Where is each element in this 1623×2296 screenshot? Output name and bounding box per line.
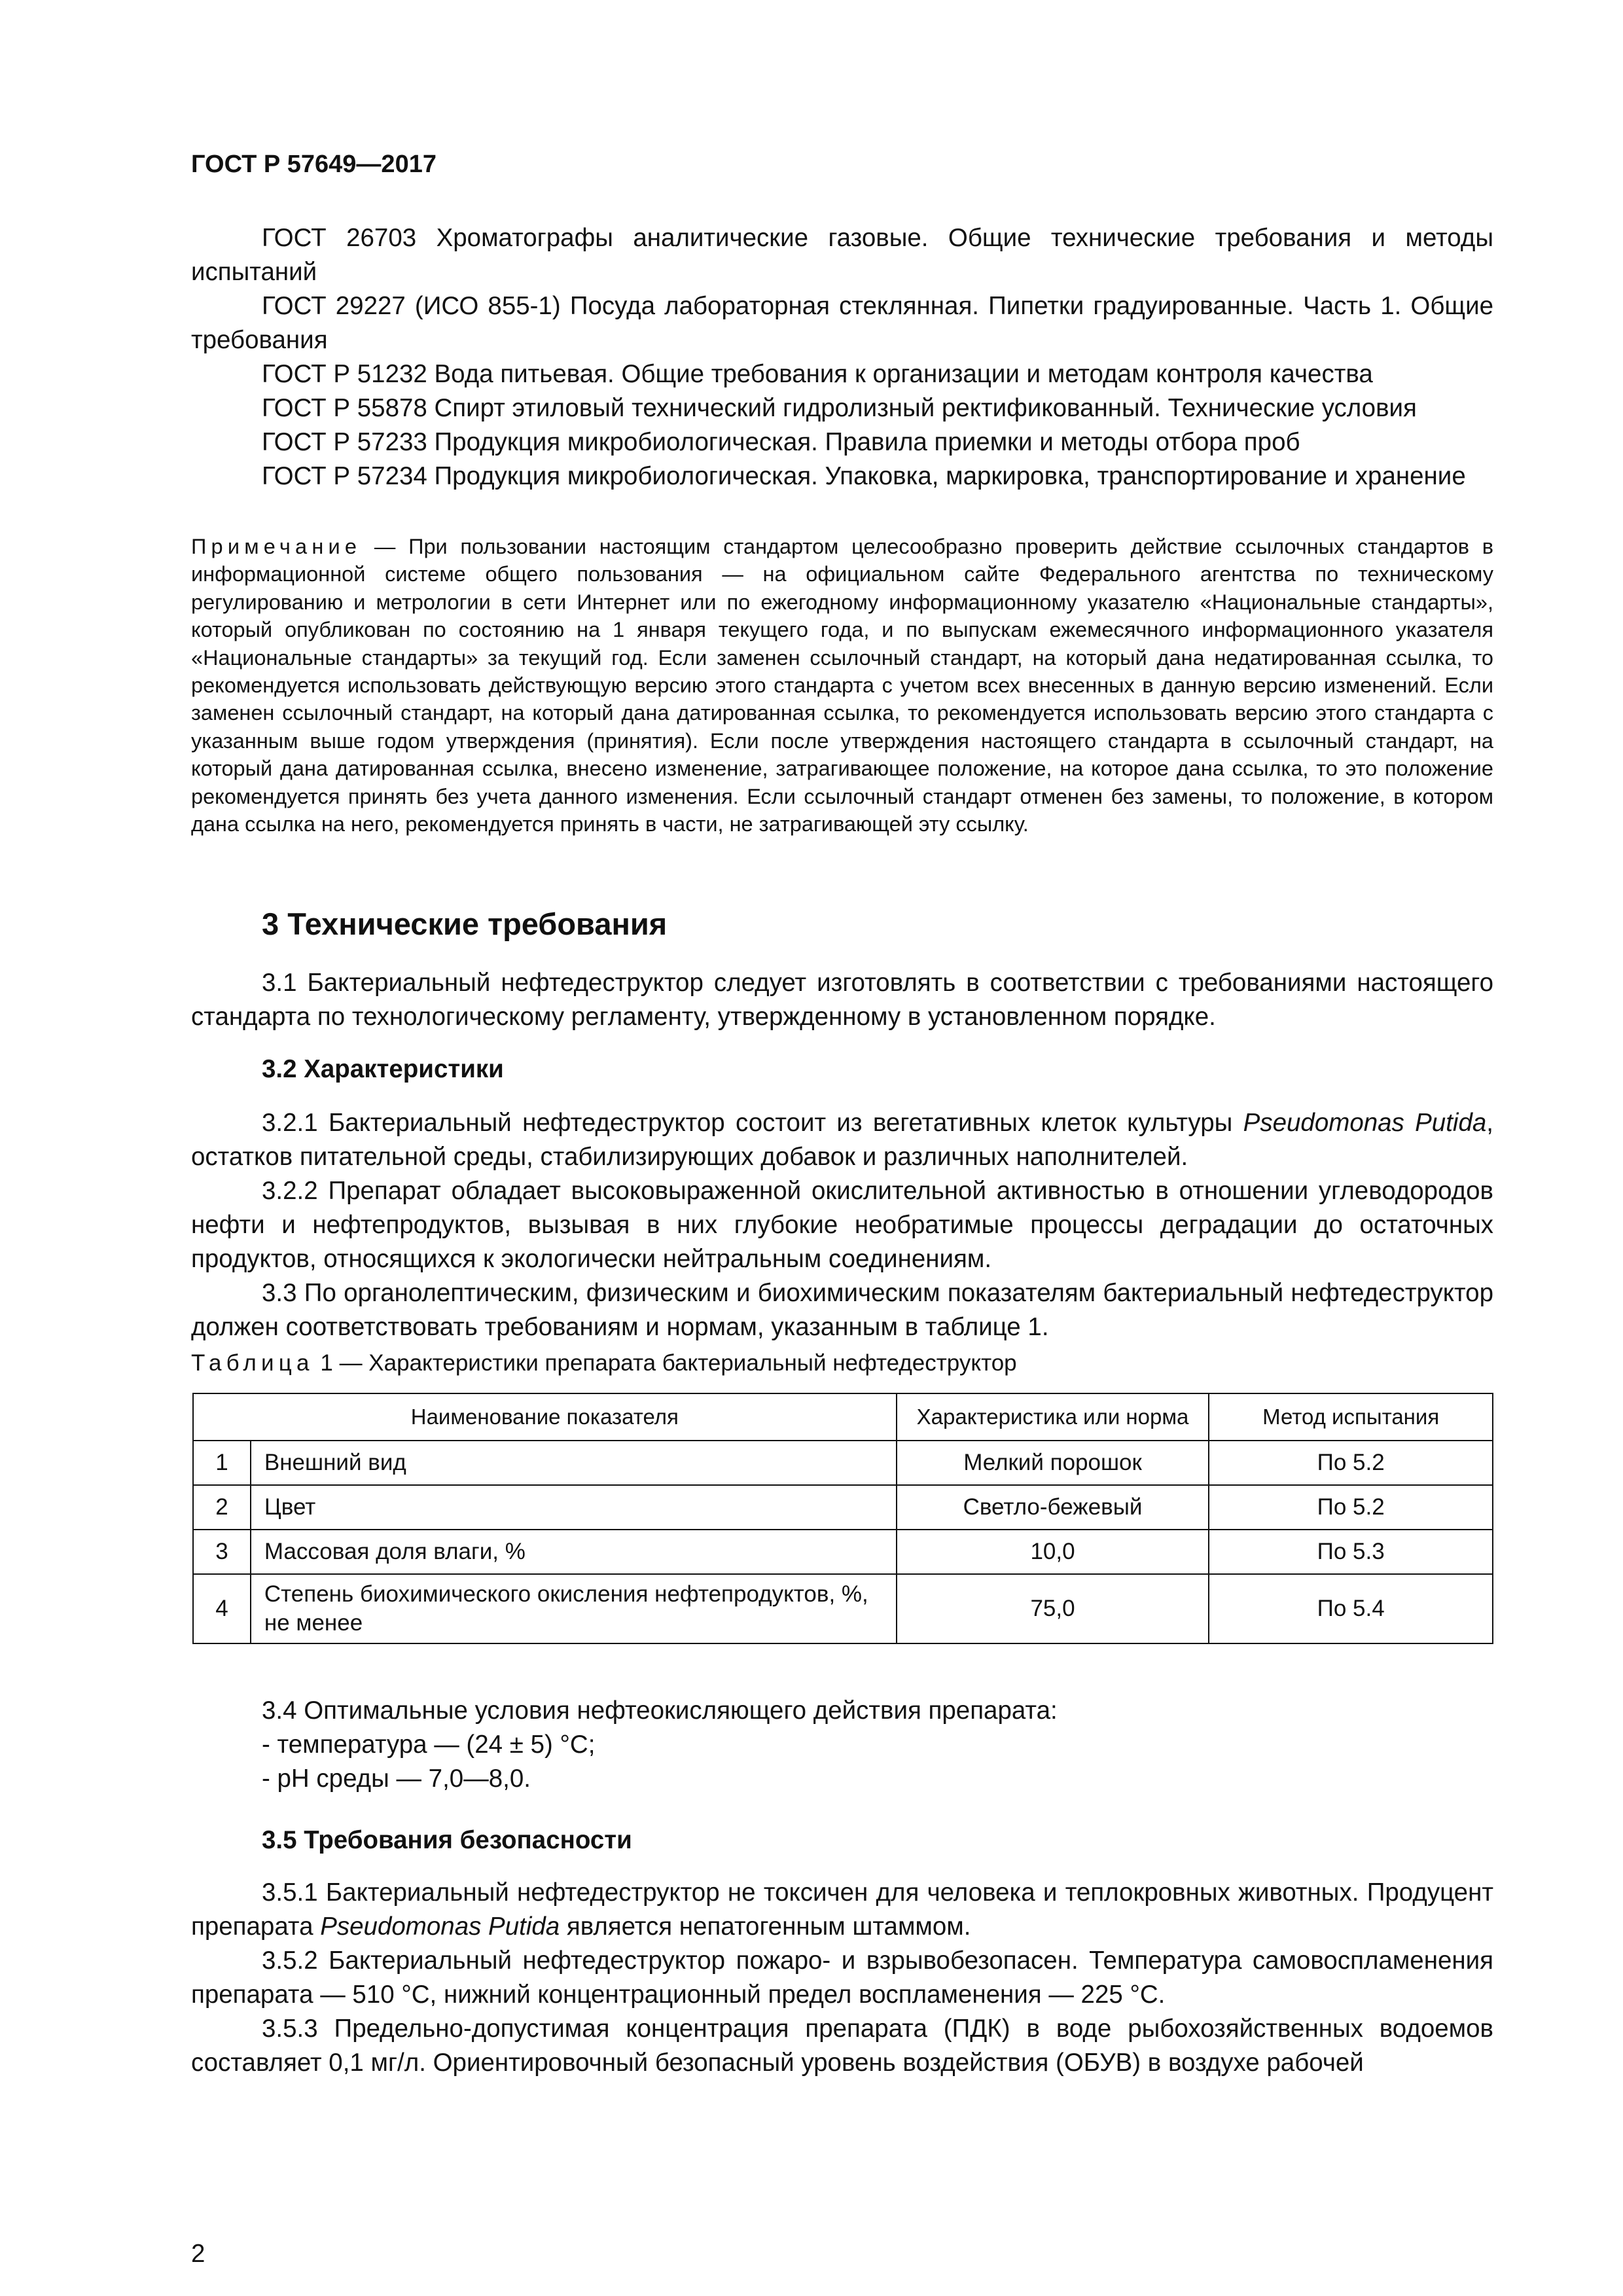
row-norm: 10,0 <box>897 1530 1209 1574</box>
row-norm: 75,0 <box>897 1574 1209 1643</box>
organism-name: Pseudomonas Putida <box>1243 1109 1487 1137</box>
table-row <box>193 1441 1493 1485</box>
row-number: 1 <box>193 1441 251 1485</box>
header-norm: Характеристика или норма <box>897 1393 1209 1441</box>
table-header-row <box>193 1393 1493 1441</box>
row-indicator: Массовая доля влаги, % <box>251 1530 897 1574</box>
row-norm: Мелкий порошок <box>897 1441 1209 1485</box>
section-title: 3 Технические требования <box>262 906 668 941</box>
list-item-ph: - рН среды — 7,0—8,0. <box>262 1765 531 1793</box>
paragraph-3-4: 3.4 Оптимальные условия нефтеокисляющего действия препарата: <box>262 1696 1058 1725</box>
row-method: По 5.2 <box>1209 1441 1493 1485</box>
table-caption-label: Таблица <box>191 1350 314 1376</box>
table-row <box>193 1485 1493 1530</box>
row-method: По 5.3 <box>1209 1530 1493 1574</box>
page-number: 2 <box>191 2240 205 2268</box>
row-number: 3 <box>193 1530 251 1574</box>
row-method: По 5.4 <box>1209 1574 1493 1643</box>
text-part: является непатогенным штаммом. <box>560 1912 971 1941</box>
header-method: Метод испытания <box>1209 1393 1493 1441</box>
reference-item: ГОСТ Р 55878 Спирт этиловый технический гидролизный ректификованный. Технические условия <box>262 394 1417 422</box>
row-norm: Светло-бежевый <box>897 1485 1209 1530</box>
table-row <box>193 1574 1493 1643</box>
row-indicator: Степень биохимического окисления нефтепродуктов, %, не менее <box>251 1574 897 1643</box>
characteristics-table <box>192 1393 1493 1644</box>
table-caption <box>191 1348 1017 1378</box>
list-item-temperature: - температура — (24 ± 5) °С; <box>262 1731 596 1759</box>
paragraph-3-2-1 <box>191 1106 1493 1174</box>
row-method: По 5.2 <box>1209 1485 1493 1530</box>
reference-item: ГОСТ Р 57234 Продукция микробиологическая. Упаковка, маркировка, транспортирование и хранение <box>262 462 1466 490</box>
note-text: — При пользовании настоящим стандартом целесообразно проверить действие ссылочных стандартов в информационной системе общего пользования — на официальном сайте Федерального агентства по техническому регулированию и метрологии в сети Интернет или по ежегодному информационному указателю «Национальные стандарты», который опубликован по состоянию на 1 января текущего года, и по выпускам ежемесячного информационного указателя «Национальные стандарты» за текущий год. Если заменен ссылочный стандарт, на который дана недатированная ссылка, то рекомендуется использовать действующую версию этого стандарта с учетом всех внесенных в данную версию изменений. Если заменен ссылочный стандарт, на который дана датированная ссылка, то рекомендуется использовать версию этого стандарта с указанным выше годом утверждения (принятия). Если после утверждения настоящего стандарта в ссылочный стандарт, на который дана датированная ссылка, внесено изменение, затрагивающее положение, на которое дана ссылка, то это положение рекомендуется принять без учета данного изменения. Если ссылочный стандарт отменен без замены, то положение, в котором дана ссылка на него, рекомендуется принять в части, не затрагивающей эту ссылку. <box>191 535 1494 836</box>
table-caption-text: 1 — Характеристики препарата бактериальный нефтедеструктор <box>320 1350 1017 1376</box>
row-indicator: Внешний вид <box>251 1441 897 1485</box>
reference-item: ГОСТ Р 57233 Продукция микробиологическая. Правила приемки и методы отбора проб <box>262 428 1300 456</box>
paragraph-3-3: 3.3 По органолептическим, физическим и биохимическим показателям бактериальный нефтедеструктор должен соответствовать требованиям и нормам, указанным в таблице 1. <box>191 1279 1493 1341</box>
text-part: 3.5.1 Бактериальный нефтедеструктор не токсичен для человека и теплокровных животных. Продуцент препарата <box>191 1878 1493 1941</box>
reference-item: ГОСТ 29227 (ИСО 855-1) Посуда лабораторная стеклянная. Пипетки градуированные. Часть 1. Общие требования <box>191 292 1493 354</box>
organism-name: Pseudomonas Putida <box>320 1912 560 1941</box>
note-label: Примечание <box>191 535 362 558</box>
reference-item: ГОСТ Р 51232 Вода питьевая. Общие требования к организации и методам контроля качества <box>262 360 1373 388</box>
paragraph-3-2-2: 3.2.2 Препарат обладает высоковыраженной окислительной активностью в отношении углеводородов нефти и нефтепродуктов, вызывая в них глубокие необратимые процессы деградации до остаточных продуктов, относящихся к экологически нейтральным соединениям. <box>191 1177 1493 1273</box>
text-part: , остатков питательной среды, стабилизирующих добавок и различных наполнителей. <box>191 1109 1493 1171</box>
paragraph-3-1: 3.1 Бактериальный нефтедеструктор следует изготовлять в соответствии с требованиями настоящего стандарта по технологическому регламенту, утвержденному в установленном порядке. <box>191 969 1493 1031</box>
row-number: 2 <box>193 1485 251 1530</box>
table-row <box>193 1530 1493 1574</box>
paragraph-3-5-2: 3.5.2 Бактериальный нефтедеструктор пожаро- и взрывобезопасен. Температура самовоспламенения препарата — 510 °С, нижний концентрационный предел воспламенения — 225 °С. <box>191 1946 1493 2009</box>
row-number: 4 <box>193 1574 251 1643</box>
standard-header: ГОСТ Р 57649—2017 <box>191 151 437 178</box>
subsection-title-3-5: 3.5 Требования безопасности <box>262 1826 632 1854</box>
paragraph-3-5-3: 3.5.3 Предельно-допустимая концентрация препарата (ПДК) в воде рыбохозяйственных водоемов составляет 0,1 мг/л. Ориентировочный безопасный уровень воздействия (ОБУВ) в воздухе рабочей <box>191 2015 1493 2077</box>
subsection-title-3-2: 3.2 Характеристики <box>262 1055 504 1083</box>
header-indicator: Наименование показателя <box>193 1393 897 1441</box>
paragraph-3-5-1 <box>191 1876 1493 1944</box>
note-block <box>191 533 1493 838</box>
row-indicator: Цвет <box>251 1485 897 1530</box>
text-part: 3.2.1 Бактериальный нефтедеструктор состоит из вегетативных клеток культуры <box>262 1109 1243 1137</box>
reference-item: ГОСТ 26703 Хроматографы аналитические газовые. Общие технические требования и методы испытаний <box>191 224 1493 286</box>
